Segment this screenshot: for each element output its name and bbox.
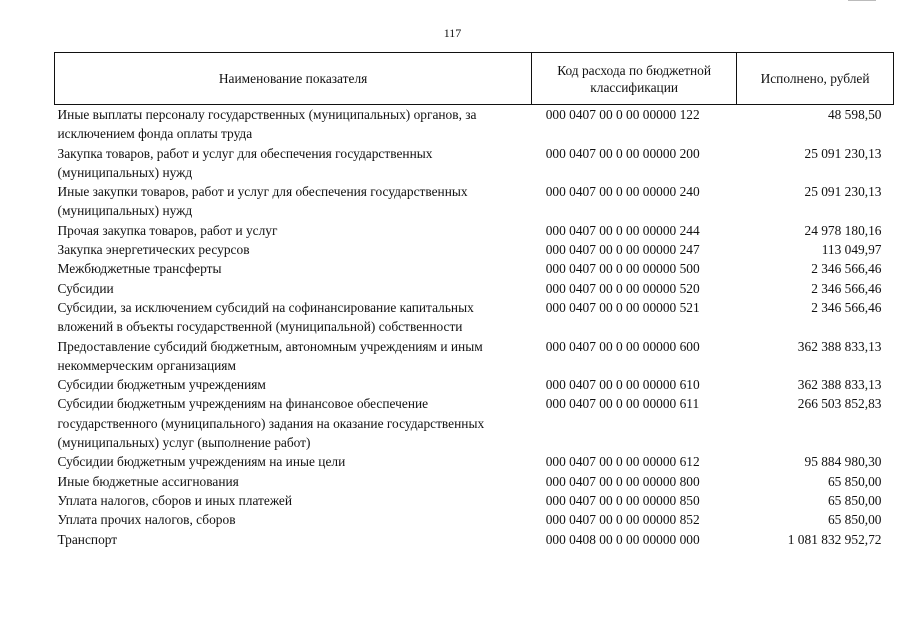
row-indicator-name: Транспорт — [57, 531, 118, 547]
table-row — [55, 337, 894, 376]
header-budget-code: Код расхода по бюджетной классификации — [532, 53, 737, 105]
table-row — [55, 530, 894, 549]
table-row — [55, 144, 894, 183]
table-row — [55, 298, 894, 337]
row-budget-code: 000 0407 00 0 00 00000 521 — [545, 299, 700, 315]
table-row — [55, 182, 894, 221]
row-executed-amount: 2 346 566,46 — [811, 261, 882, 277]
row-budget-code: 000 0407 00 0 00 00000 612 — [545, 454, 700, 470]
table-header-row — [55, 53, 894, 105]
table-body — [55, 105, 894, 549]
row-executed-amount: 95 884 980,30 — [804, 454, 882, 470]
row-executed-amount: 48 598,50 — [827, 107, 882, 122]
row-executed-amount: 65 850,00 — [827, 492, 882, 508]
table-row — [55, 259, 894, 278]
row-budget-code: 000 0407 00 0 00 00000 240 — [545, 184, 700, 200]
row-indicator-name: Прочая закупка товаров, работ и услуг — [57, 222, 278, 238]
row-executed-amount: 362 388 833,13 — [797, 338, 882, 354]
scan-artifact-line — [848, 0, 876, 1]
row-budget-code: 000 0408 00 0 00 00000 000 — [545, 531, 700, 547]
row-executed-amount: 65 850,00 — [827, 512, 882, 528]
table-row — [55, 279, 894, 298]
row-executed-amount: 65 850,00 — [827, 473, 882, 489]
row-executed-amount: 266 503 852,83 — [797, 396, 882, 412]
row-budget-code: 000 0407 00 0 00 00000 500 — [545, 261, 700, 277]
row-budget-code: 000 0407 00 0 00 00000 800 — [545, 473, 700, 489]
row-executed-amount: 25 091 230,13 — [804, 145, 882, 161]
table-row — [55, 472, 894, 491]
row-budget-code: 000 0407 00 0 00 00000 850 — [545, 492, 700, 508]
row-indicator-name: Закупка товаров, работ и услуг для обеспечения государственных (муниципальных) нужд — [57, 145, 433, 180]
table-row — [55, 240, 894, 259]
row-executed-amount: 362 388 833,13 — [797, 377, 882, 393]
table-row — [55, 105, 894, 144]
row-budget-code: 000 0407 00 0 00 00000 200 — [545, 145, 700, 161]
table-row — [55, 375, 894, 394]
header-executed-amount: Исполнено, рублей — [737, 53, 894, 105]
row-executed-amount: 25 091 230,13 — [804, 184, 882, 200]
budget-execution-table — [54, 52, 894, 549]
row-executed-amount: 2 346 566,46 — [811, 299, 882, 315]
row-indicator-name: Межбюджетные трансферты — [57, 261, 222, 277]
row-budget-code: 000 0407 00 0 00 00000 610 — [545, 377, 700, 393]
table-row — [55, 452, 894, 471]
header-indicator-name: Наименование показателя — [55, 53, 532, 105]
row-budget-code: 000 0407 00 0 00 00000 247 — [545, 242, 700, 258]
table-row — [55, 394, 894, 452]
row-indicator-name: Закупка энергетических ресурсов — [57, 242, 250, 258]
row-indicator-name: Предоставление субсидий бюджетным, автономным учреждениям и иным некоммерческим организациям — [57, 338, 483, 373]
row-indicator-name: Уплата прочих налогов, сборов — [57, 512, 236, 528]
row-budget-code: 000 0407 00 0 00 00000 244 — [545, 222, 700, 238]
row-indicator-name: Субсидии бюджетным учреждениям на финансовое обеспечение государственного (муниципального) задания на оказание государственных (муниципальных) услуг (выполнение работ) — [57, 396, 485, 451]
row-indicator-name: Субсидии бюджетным учреждениям на иные цели — [57, 454, 346, 470]
row-budget-code: 000 0407 00 0 00 00000 520 — [545, 280, 700, 296]
table-row — [55, 221, 894, 240]
row-budget-code: 000 0407 00 0 00 00000 122 — [545, 107, 700, 122]
row-indicator-name: Субсидии бюджетным учреждениям — [57, 377, 266, 393]
row-executed-amount: 113 049,97 — [821, 242, 882, 258]
row-indicator-name: Субсидии, за исключением субсидий на софинансирование капитальных вложений в объекты государственной (муниципальной) собственности — [57, 299, 474, 335]
row-executed-amount: 1 081 832 952,72 — [787, 531, 882, 547]
row-budget-code: 000 0407 00 0 00 00000 600 — [545, 338, 700, 354]
row-executed-amount: 2 346 566,46 — [811, 280, 882, 296]
row-indicator-name: Уплата налогов, сборов и иных платежей — [57, 492, 293, 508]
row-indicator-name: Иные выплаты персоналу государственных (муниципальных) органов, за исключением фонда оплаты труда — [57, 107, 477, 142]
row-indicator-name: Иные бюджетные ассигнования — [57, 473, 239, 489]
row-budget-code: 000 0407 00 0 00 00000 852 — [545, 512, 700, 528]
row-indicator-name: Иные закупки товаров, работ и услуг для обеспечения государственных (муниципальных) нужд — [57, 184, 468, 219]
row-budget-code: 000 0407 00 0 00 00000 611 — [545, 396, 700, 412]
page-number: 117 — [443, 26, 462, 40]
table-row — [55, 510, 894, 529]
table-row — [55, 491, 894, 510]
row-indicator-name: Субсидии — [57, 280, 114, 296]
row-executed-amount: 24 978 180,16 — [804, 222, 882, 238]
